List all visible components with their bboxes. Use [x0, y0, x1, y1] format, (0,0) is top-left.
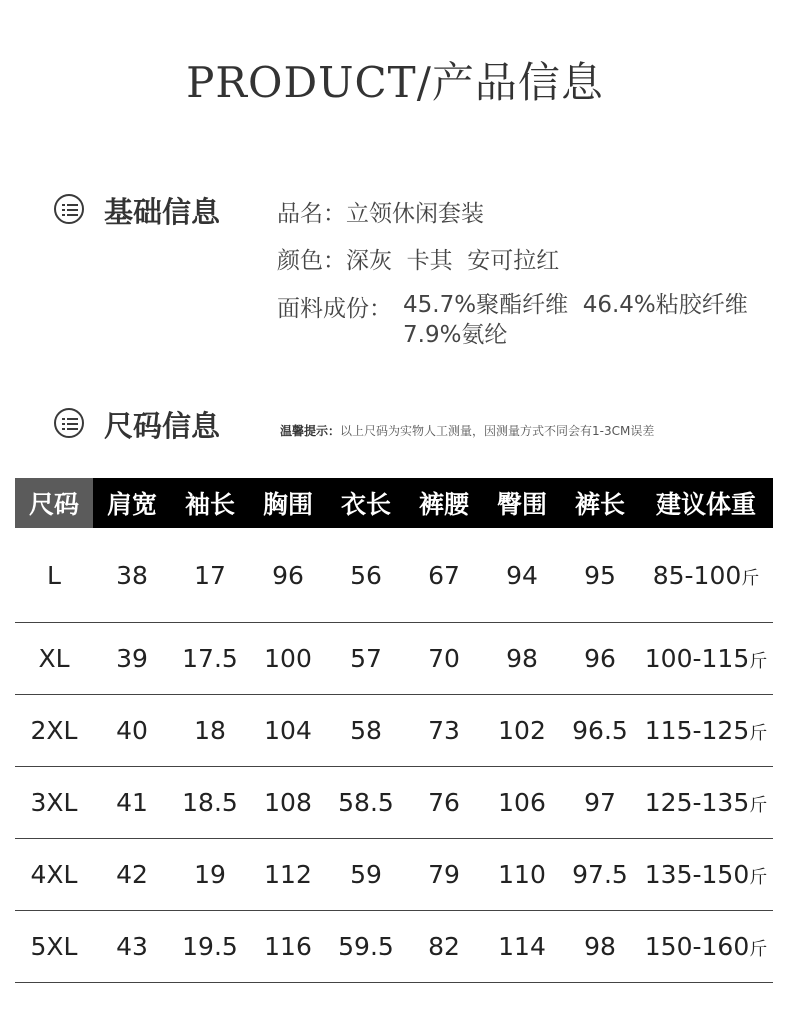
table-cell: 19	[171, 839, 249, 911]
color-row	[277, 242, 559, 275]
table-header-cell: 裤腰	[405, 478, 483, 528]
size-tip	[280, 422, 654, 439]
table-cell: 18.5	[171, 767, 249, 839]
table-cell: 5XL	[15, 911, 93, 983]
table-cell: 2XL	[15, 695, 93, 767]
table-cell: 116	[249, 911, 327, 983]
table-cell: 38	[93, 528, 171, 623]
table-cell: 43	[93, 911, 171, 983]
fabric-label: 面料成份：	[277, 296, 392, 322]
weight-value: 85-100	[652, 560, 742, 590]
table-row	[15, 623, 773, 695]
table-cell: 110	[483, 839, 561, 911]
table-cell: 100	[249, 623, 327, 695]
table-row	[15, 839, 773, 911]
table-cell: 97	[561, 767, 639, 839]
table-cell: 96	[249, 528, 327, 623]
weight-unit: 斤	[749, 723, 768, 744]
tip-text: 以上尺码为实物人工测量，因测量方式不同会有1-3CM误差	[340, 424, 655, 438]
table-header-cell: 袖长	[171, 478, 249, 528]
table-cell: 97.5	[561, 839, 639, 911]
tip-label: 温馨提示：	[280, 424, 341, 438]
list-icon	[54, 194, 84, 224]
basic-info-title: 基础信息	[104, 195, 221, 229]
table-cell: 104	[249, 695, 327, 767]
table-cell: 58.5	[327, 767, 405, 839]
table-row	[15, 911, 773, 983]
table-cell	[639, 528, 773, 623]
page-title: PRODUCT/产品信息	[186, 58, 604, 107]
table-cell: 39	[93, 623, 171, 695]
color-label: 颜色：	[277, 248, 346, 274]
table-header-cell: 胸围	[249, 478, 327, 528]
weight-unit: 斤	[749, 867, 768, 888]
table-cell	[639, 911, 773, 983]
size-info-title: 尺码信息	[104, 409, 221, 443]
table-cell	[639, 839, 773, 911]
weight-value: 135-150	[644, 860, 750, 889]
table-cell	[639, 767, 773, 839]
fabric-value: 45.7%聚酯纤维 46.4%粘胶纤维 7.9%氨纶	[403, 292, 763, 348]
size-table	[15, 478, 773, 983]
list-icon	[54, 408, 84, 438]
table-header-cell: 建议体重	[639, 478, 773, 528]
table-cell: 94	[483, 528, 561, 623]
table-cell: 98	[483, 623, 561, 695]
product-name-row	[277, 195, 484, 228]
table-header-cell: 臀围	[483, 478, 561, 528]
table-cell: 102	[483, 695, 561, 767]
color-value: 深灰 卡其 安可拉红	[346, 248, 560, 274]
table-cell: 108	[249, 767, 327, 839]
table-cell	[639, 695, 773, 767]
table-cell: 96.5	[561, 695, 639, 767]
table-cell: 17	[171, 528, 249, 623]
table-header-row	[15, 478, 773, 528]
weight-value: 125-135	[644, 788, 750, 817]
table-cell: 41	[93, 767, 171, 839]
table-cell: XL	[15, 623, 93, 695]
table-cell: 59.5	[327, 911, 405, 983]
table-cell: 58	[327, 695, 405, 767]
table-cell: 96	[561, 623, 639, 695]
table-cell: 82	[405, 911, 483, 983]
table-cell: 70	[405, 623, 483, 695]
table-cell: 4XL	[15, 839, 93, 911]
table-header-cell: 衣长	[327, 478, 405, 528]
table-row	[15, 695, 773, 767]
table-cell: 3XL	[15, 767, 93, 839]
table-cell: 114	[483, 911, 561, 983]
table-header-cell: 肩宽	[93, 478, 171, 528]
table-cell: 17.5	[171, 623, 249, 695]
table-cell: 57	[327, 623, 405, 695]
table-cell	[639, 623, 773, 695]
table-row	[15, 528, 773, 623]
table-cell: 56	[327, 528, 405, 623]
table-header-cell: 裤长	[561, 478, 639, 528]
table-cell: 40	[93, 695, 171, 767]
table-cell: 59	[327, 839, 405, 911]
weight-unit: 斤	[749, 651, 768, 672]
weight-value: 150-160	[644, 932, 750, 961]
weight-unit: 斤	[749, 939, 768, 960]
table-cell: 73	[405, 695, 483, 767]
weight-unit: 斤	[749, 795, 768, 816]
table-cell: 79	[405, 839, 483, 911]
table-cell: 112	[249, 839, 327, 911]
table-cell: 106	[483, 767, 561, 839]
table-cell: 67	[405, 528, 483, 623]
table-cell: 42	[93, 839, 171, 911]
product-name-label: 品名：	[277, 201, 346, 227]
table-header-cell: 尺码	[15, 478, 93, 528]
table-cell: 18	[171, 695, 249, 767]
table-row	[15, 767, 773, 839]
weight-value: 100-115	[644, 644, 750, 673]
table-cell: L	[15, 528, 93, 623]
weight-unit: 斤	[741, 567, 760, 589]
weight-value: 115-125	[644, 716, 750, 745]
table-cell: 98	[561, 911, 639, 983]
product-name-value: 立领休闲套装	[346, 201, 484, 227]
table-cell: 19.5	[171, 911, 249, 983]
table-cell: 95	[561, 528, 639, 623]
table-cell: 76	[405, 767, 483, 839]
